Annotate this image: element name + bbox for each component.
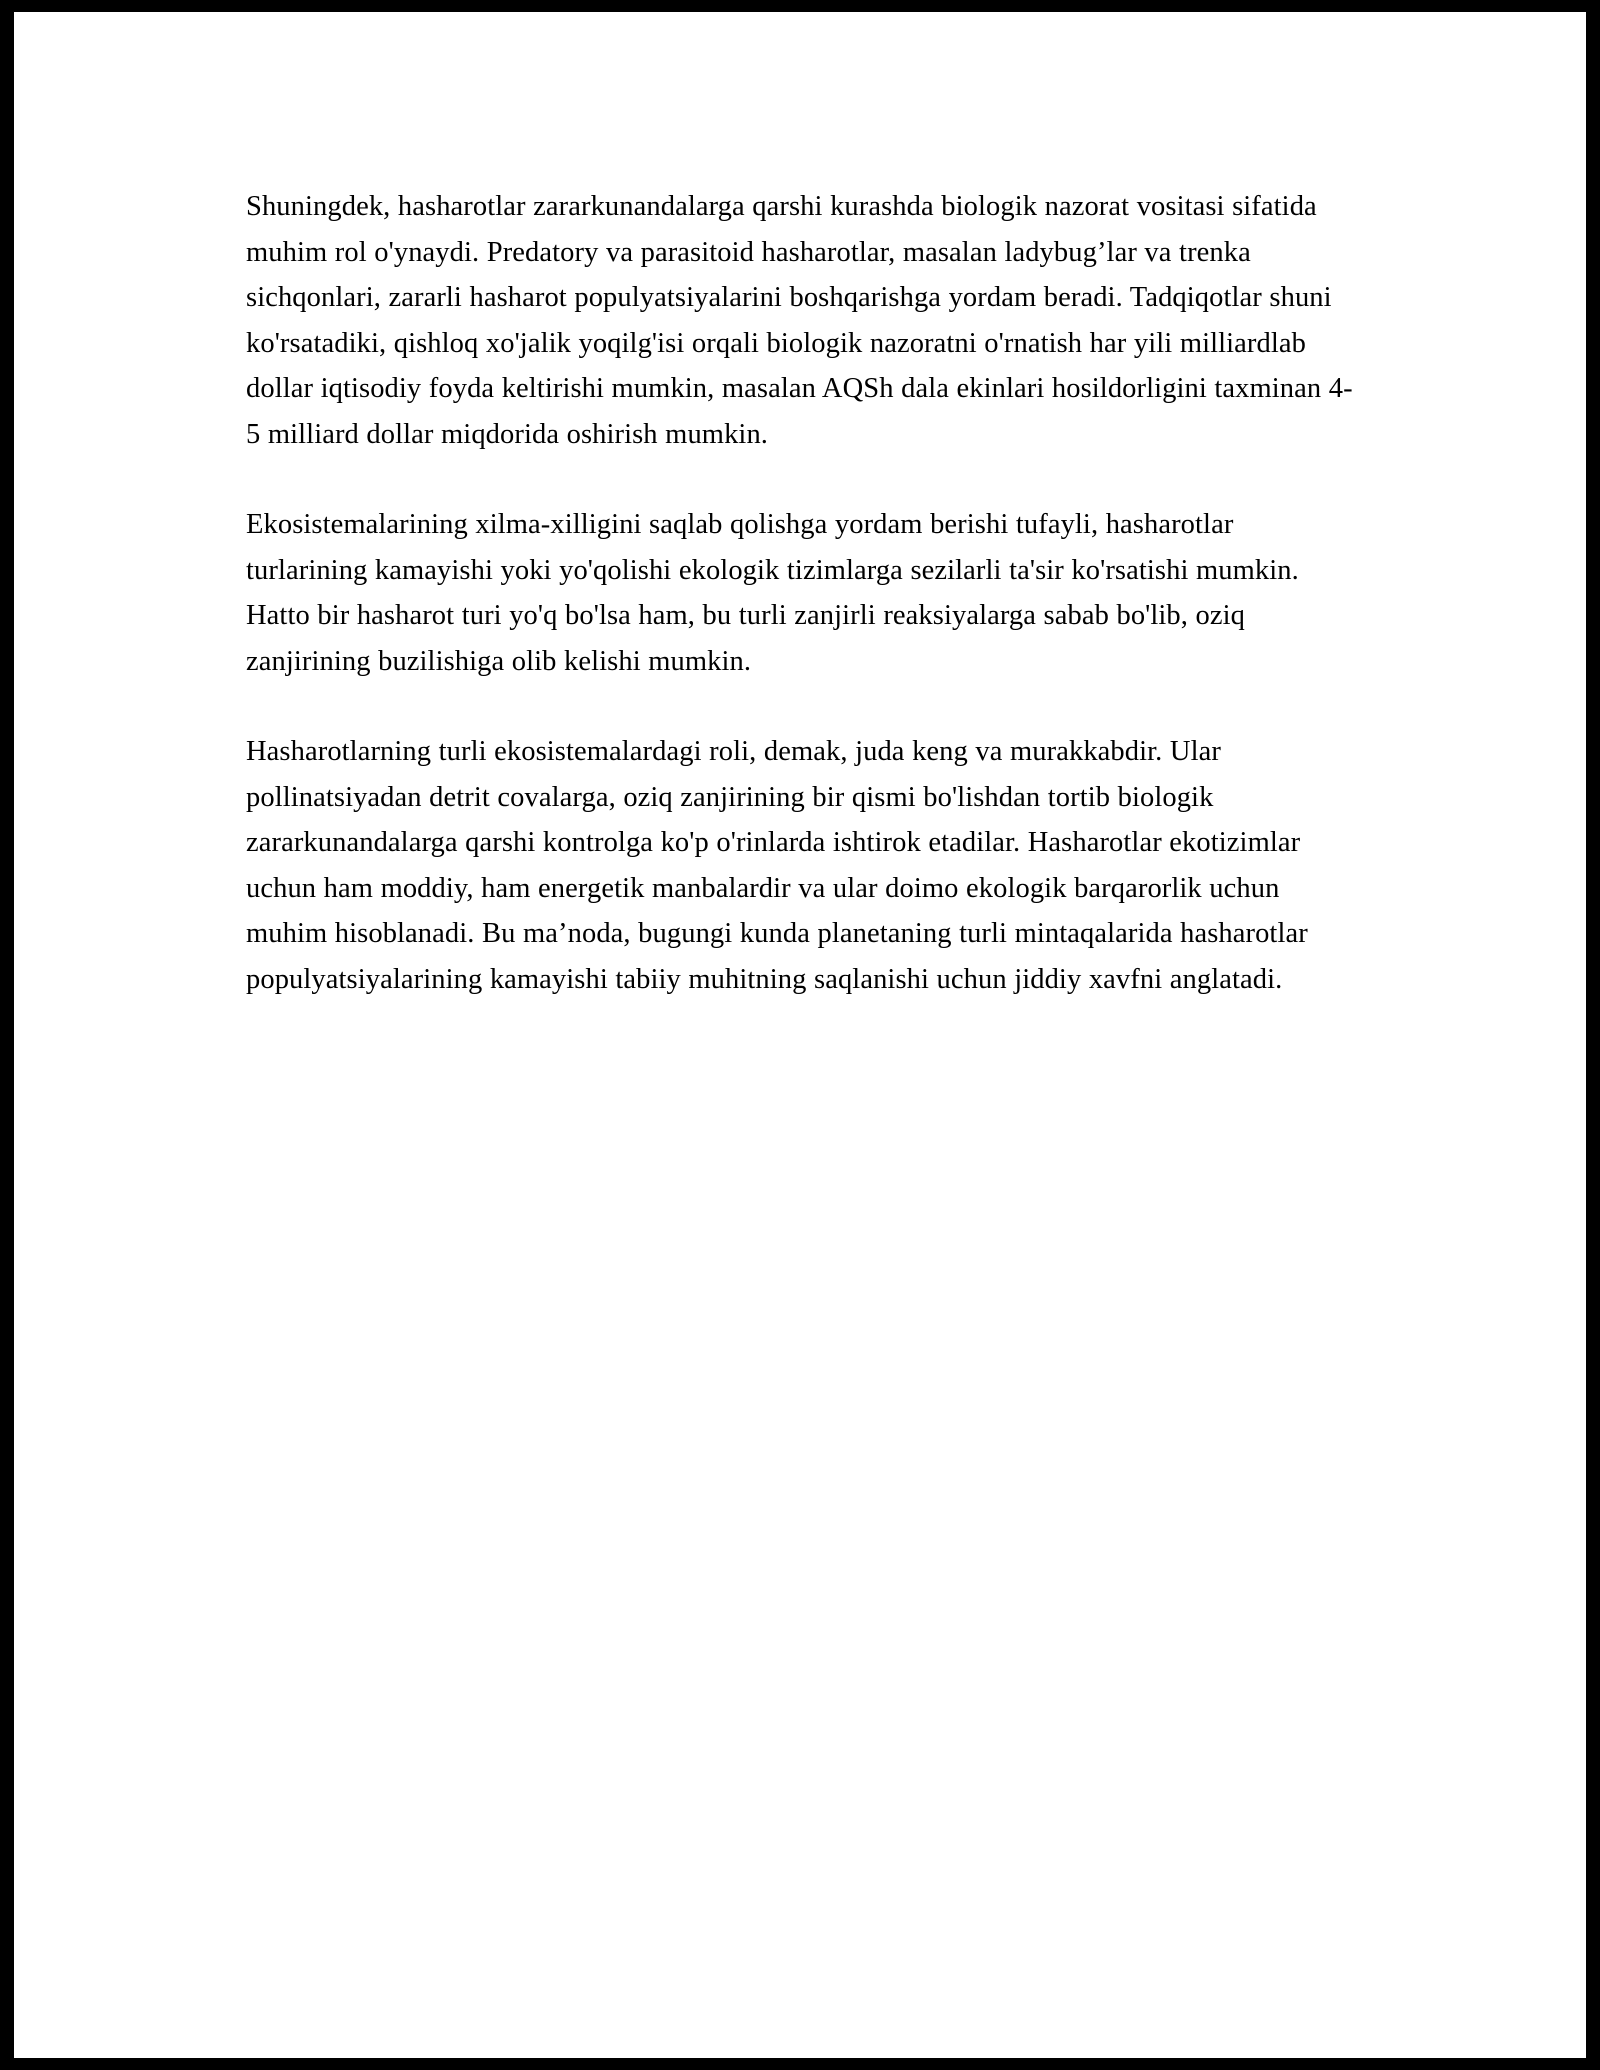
document-page <box>14 12 1586 2058</box>
paragraph-3: Hasharotlarning turli ekosistemalardagi roli, demak, juda keng va murakkabdir. Ular pollinatsiyadan detrit covalarga, oziq zanjirining bir qismi bo'lishdan tortib biologik zararkunandalarga qarshi kontrolga ko'p o'rinlarda ishtirok etadilar. Hasharotlar ekotizimlar uchun ham moddiy, ham energetik manbalardir va ular doimo ekologik barqarorlik uchun muhim hisoblanadi. Bu ma’noda, bugungi kunda planetaning turli mintaqalarida hasharotlar populyatsiyalarining kamayishi tabiiy muhitning saqlanishi uchun jiddiy xavfni anglatadi. <box>246 736 1308 995</box>
paragraph-1: Shuningdek, hasharotlar zararkunandalarga qarshi kurashda biologik nazorat vositasi sifatida muhim rol o'ynaydi. Predatory va parasitoid hasharotlar, masalan ladybug’lar va trenka sichqonlari, zararli hasharot populyatsiyalarini boshqarishga yordam beradi. Tadqiqotlar shuni ko'rsatadiki, qishloq xo'jalik yoqilg'isi orqali biologik nazoratni o'rnatish har yili milliardlab dollar iqtisodiy foyda keltirishi mumkin, masalan AQSh dala ekinlari hosildorligini taxminan 4-5 milliard dollar miqdorida oshirish mumkin. <box>246 191 1353 450</box>
paragraph-2: Ekosistemalarining xilma-xilligini saqlab qolishga yordam berishi tufayli, hasharotlar turlarining kamayishi yoki yo'qolishi ekologik tizimlarga sezilarli ta'sir ko'rsatishi mumkin. Hatto bir hasharot turi yo'q bo'lsa ham, bu turli zanjirli reaksiyalarga sabab bo'lib, oziq zanjirining buzilishiga olib kelishi mumkin. <box>246 509 1299 677</box>
document-text-body <box>246 184 1356 1002</box>
